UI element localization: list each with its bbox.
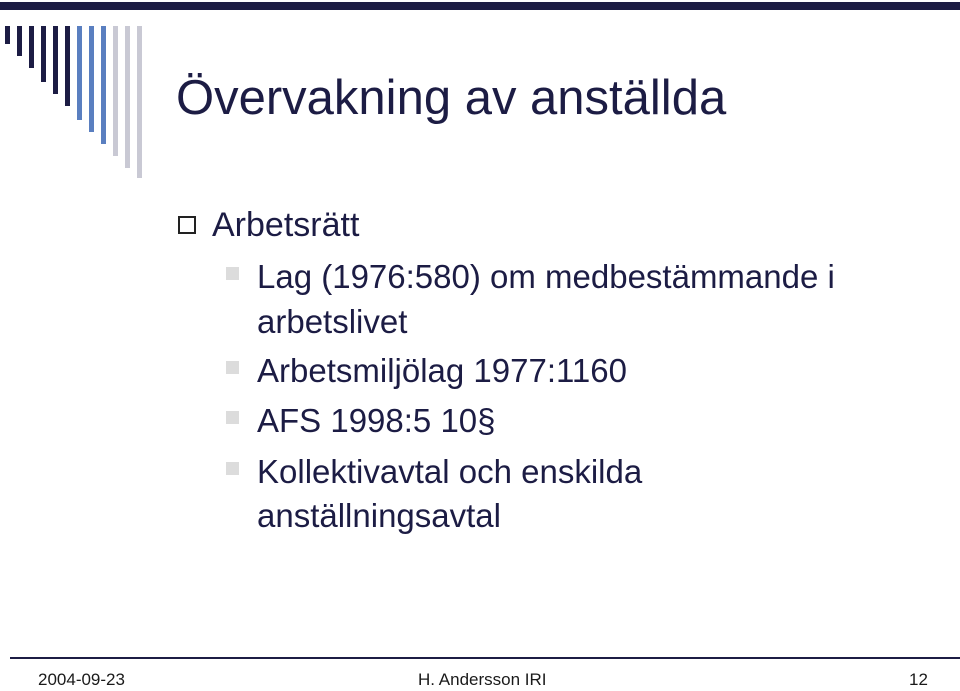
main-bullet-item <box>178 203 359 247</box>
sub-bullet-line: anställningsavtal <box>257 497 501 534</box>
sub-bullet-line: Kollektivavtal och enskilda <box>257 453 643 490</box>
decorative-stripes <box>0 0 150 180</box>
sub-bullet-line: arbetslivet <box>257 303 408 340</box>
main-bullet-text: Arbetsrätt <box>212 206 360 244</box>
footer-date: 2004-09-23 <box>38 670 125 689</box>
hollow-square-bullet-icon <box>178 216 196 234</box>
square-bullet-icon <box>226 267 239 280</box>
sub-bullet-line: AFS 1998:5 10§ <box>257 402 496 439</box>
footer-author: H. Andersson IRI <box>418 670 547 689</box>
slide-title: Övervakning av anställda <box>176 71 727 125</box>
square-bullet-icon <box>226 361 239 374</box>
footer-divider <box>10 657 960 659</box>
sub-bullet-line: Arbetsmiljölag 1977:1160 <box>257 352 627 389</box>
square-bullet-icon <box>226 411 239 424</box>
square-bullet-icon <box>226 462 239 475</box>
footer-page-number: 12 <box>909 670 928 689</box>
sub-bullet-line: Lag (1976:580) om medbestämmande i <box>257 258 835 295</box>
